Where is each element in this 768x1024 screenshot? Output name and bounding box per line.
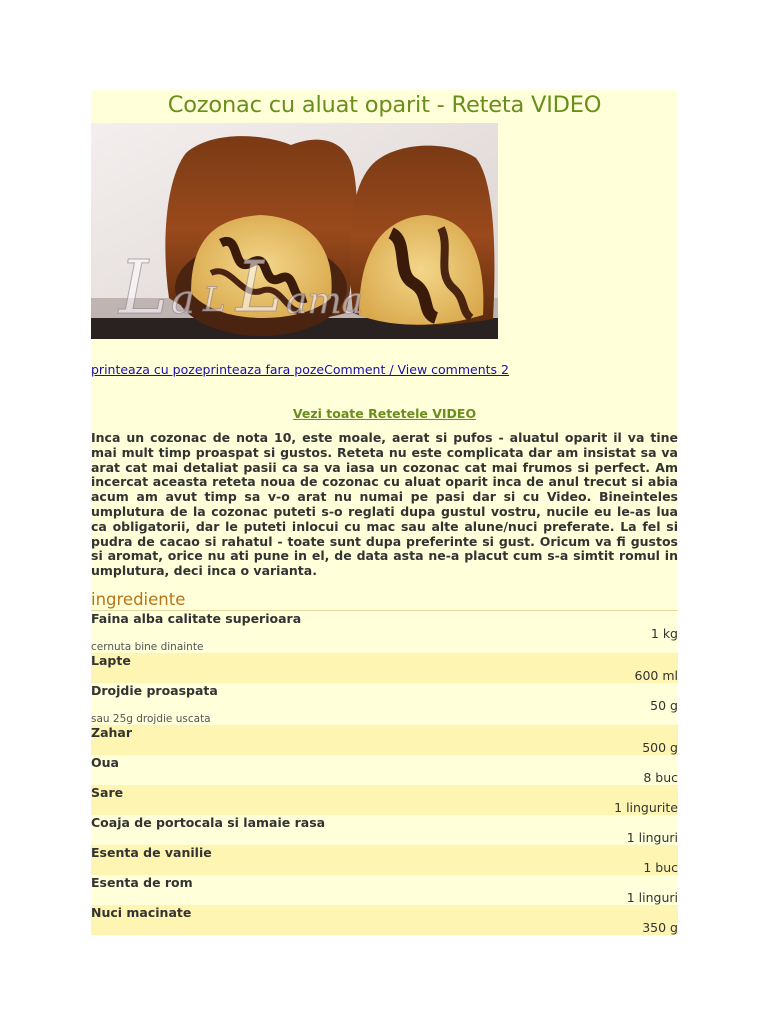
ingredient-qty: 1 linguri bbox=[626, 830, 678, 845]
print-links bbox=[91, 362, 509, 377]
ingredient-row bbox=[91, 611, 678, 653]
recipe-title: Cozonac cu aluat oparit - Reteta VIDEO bbox=[167, 92, 602, 118]
ingredient-qty: 1 linguri bbox=[626, 890, 678, 905]
ingredient-row bbox=[91, 905, 678, 935]
ingredient-name: Esenta de rom bbox=[91, 875, 193, 890]
ingredient-row bbox=[91, 815, 678, 845]
print-with-photos-link[interactable]: printeaza cu poze bbox=[91, 362, 203, 377]
ingredient-row bbox=[91, 755, 678, 785]
recipe-page bbox=[91, 90, 678, 935]
ingredient-qty: 500 g bbox=[642, 740, 678, 755]
ingredient-name: Sare bbox=[91, 785, 124, 800]
ingredient-name: Nuci macinate bbox=[91, 905, 192, 920]
ingredient-row bbox=[91, 875, 678, 905]
ingredient-row bbox=[91, 845, 678, 875]
ingredient-qty: 600 ml bbox=[634, 668, 678, 683]
recipe-intro: Inca un cozonac de nota 10, este moale, aerat si pufos - aluatul oparit il va tine mai mult timp proaspat si gustos. Reteta nu este complicata dar am insistat sa va arat cat mai detaliat pasii ca sa va iasa un cozonac cat mai frumos si perfect. Am incercat aceasta reteta noua de cozonac cu aluat oparit inca de anul trecut si abia acum am avut timp sa v-o arat nu numai pe pasi dar si cu Video. Bineinteles umplutura de la cozonac puteti s-o reglati dupa gustul vostru, nucile eu le-as lua ca obligatorii, dar le puteti inlocui cu mac sau alte alune/nuci preferate. La fel si pudra de cacao si rahatul - toate sunt dupa preferinte si gust. Oricum va fi gustos si aromat, orice nu ati pune in el, de data asta ne-a placut cum s-a simtit romul in umplutura, deci inca o varianta. bbox=[91, 430, 678, 579]
ingredient-qty: 1 kg bbox=[650, 626, 678, 641]
ingredient-name: Drojdie proaspata bbox=[91, 683, 218, 698]
ingredient-qty: 350 g bbox=[642, 920, 678, 935]
ingredient-name: Zahar bbox=[91, 725, 132, 740]
svg-text:L: L bbox=[119, 245, 169, 331]
ingredient-name: Oua bbox=[91, 755, 119, 770]
ingredients-heading: ingrediente bbox=[91, 589, 678, 611]
ingredient-qty: 8 buc bbox=[643, 770, 678, 785]
ingredient-name: Faina alba calitate superioara bbox=[91, 611, 302, 626]
svg-text:L: L bbox=[236, 246, 283, 328]
ingredient-name: Esenta de vanilie bbox=[91, 845, 212, 860]
svg-text:ama: ama bbox=[286, 281, 364, 322]
ingredient-name: Lapte bbox=[91, 653, 131, 668]
svg-text:L: L bbox=[203, 280, 226, 320]
svg-text:a: a bbox=[171, 277, 195, 323]
ingredient-qty: 1 buc bbox=[643, 860, 678, 875]
video-recipes-link[interactable]: Vezi toate Retetele VIDEO bbox=[292, 406, 477, 421]
print-without-photos-link[interactable]: printeaza fara poze bbox=[202, 362, 325, 377]
ingredients-list bbox=[91, 611, 678, 935]
ingredient-row bbox=[91, 785, 678, 815]
cozonac-photo bbox=[91, 123, 498, 339]
ingredient-name: Coaja de portocala si lamaie rasa bbox=[91, 815, 326, 830]
ingredient-qty: 1 lingurite bbox=[614, 800, 678, 815]
ingredient-note: sau 25g drojdie uscata bbox=[91, 713, 211, 725]
ingredient-qty: 50 g bbox=[650, 698, 678, 713]
video-recipes-link-wrap bbox=[91, 406, 678, 421]
ingredient-row bbox=[91, 683, 678, 725]
ingredient-row bbox=[91, 653, 678, 683]
comments-link[interactable]: Comment / View comments 2 bbox=[324, 362, 509, 377]
ingredient-row bbox=[91, 725, 678, 755]
ingredient-note: cernuta bine dinainte bbox=[91, 641, 204, 653]
